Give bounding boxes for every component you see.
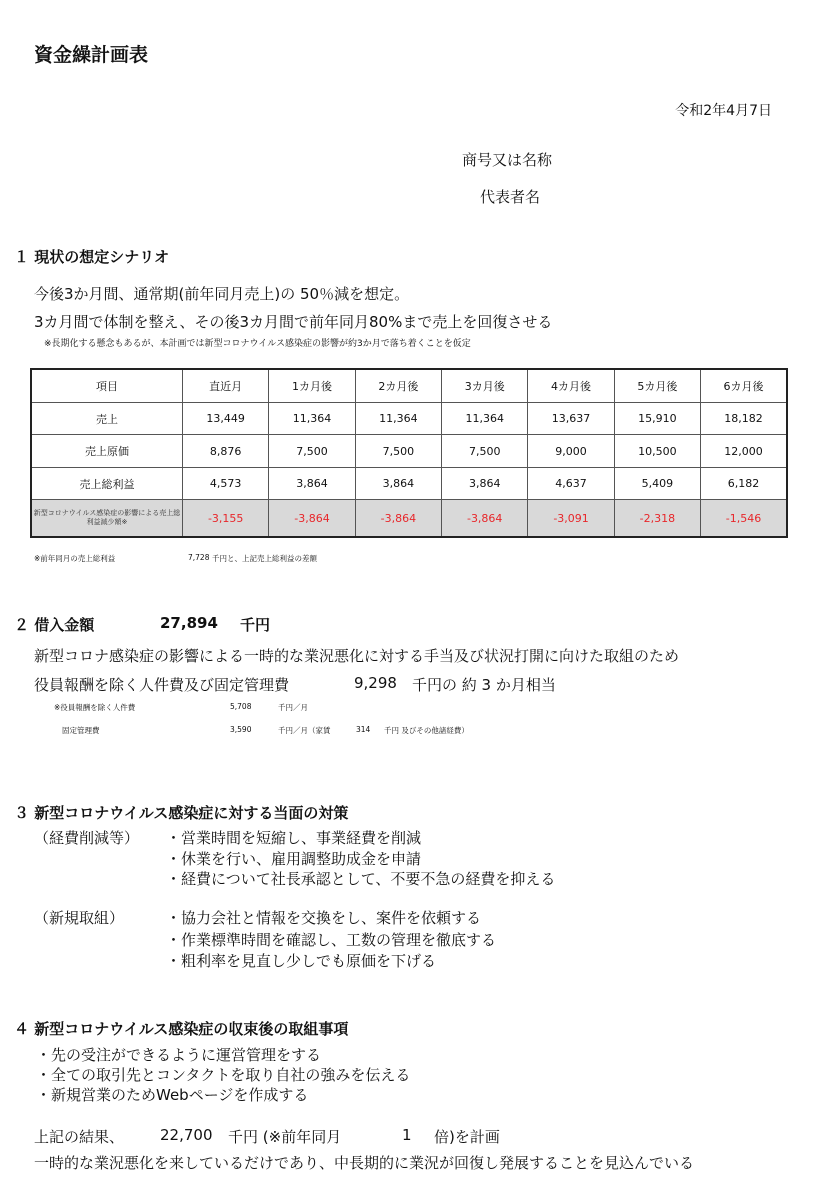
table-header-cell: 直近月 (183, 369, 269, 402)
section1-heading: １ 現状の想定シナリオ (14, 248, 170, 266)
table-cell: 15,910 (614, 402, 700, 434)
table-cell: -3,864 (355, 500, 441, 537)
section3-heading: ３ 新型コロナウイルス感染症に対する当面の対策 (14, 804, 349, 822)
row-label: 売上原価 (31, 435, 183, 467)
personnel-cost-value: 5,708 (230, 702, 252, 711)
table-cell: 10,500 (614, 435, 700, 467)
table-row (31, 500, 787, 537)
table-cell: 13,637 (528, 402, 614, 434)
new-initiatives-label: （新規取組） (34, 909, 125, 927)
table-header-cell: 4カ月後 (528, 369, 614, 402)
cost-reduction-label: （経費削減等） (34, 829, 140, 847)
table-cell: 5,409 (614, 467, 700, 499)
closing-statement: 一時的な業況悪化を来しているだけであり、中長期的に業況が回復し発展することを見込んでいる (34, 1154, 695, 1172)
fixed-cost-value: 3,590 (230, 725, 252, 734)
table-row (31, 402, 787, 434)
fixed-cost-label: 固定管理費 (62, 726, 100, 735)
table-cell: 3,864 (269, 467, 355, 499)
section2-heading: ２ 借入金額 (14, 616, 95, 634)
table-cell: 6,182 (701, 467, 787, 499)
table-cell: -2,318 (614, 500, 700, 537)
result-suffix: 倍)を計画 (434, 1128, 500, 1146)
cash-flow-table (30, 368, 788, 538)
list-item: ・営業時間を短縮し、事業経費を削減 (166, 829, 422, 847)
rent-value: 314 (356, 725, 371, 734)
table-cell: 3,864 (442, 467, 528, 499)
section2-line1: 新型コロナ感染症の影響による一時的な業況悪化に対する手当及び状況打開に向けた取組のため (34, 647, 680, 665)
section4-heading: ４ 新型コロナウイルス感染症の収束後の取組事項 (14, 1020, 349, 1038)
table-footnote-value: 7,728 (188, 553, 210, 562)
table-cell: 9,000 (528, 435, 614, 467)
table-footnote-suffix: 千円と、上記売上総利益の差額 (212, 554, 317, 563)
row-label: 新型コロナウイルス感染症の影響による売上総利益減少額※ (31, 500, 183, 537)
fixed-cost-unit: 千円／月（家賃 (278, 726, 331, 735)
personnel-cost-label: ※役員報酬を除く人件費 (54, 703, 136, 712)
table-cell: 11,364 (269, 402, 355, 434)
table-cell: -1,546 (701, 500, 787, 537)
row-label: 売上 (31, 402, 183, 434)
table-header-cell: 1カ月後 (269, 369, 355, 402)
section2-line2-label: 役員報酬を除く人件費及び固定管理費 (34, 676, 290, 694)
list-item: ・協力会社と情報を交換をし、案件を依頼する (166, 909, 482, 927)
section2-line2-value: 9,298 (354, 674, 397, 692)
table-cell: 4,573 (183, 467, 269, 499)
list-item: ・全ての取引先とコンタクトを取り自社の強みを伝える (36, 1066, 411, 1084)
table-cell: 4,637 (528, 467, 614, 499)
table-cell: -3,155 (183, 500, 269, 537)
table-header-cell: 2カ月後 (355, 369, 441, 402)
table-cell: 7,500 (442, 435, 528, 467)
list-item: ・新規営業のためWebページを作成する (36, 1086, 309, 1104)
table-cell: 11,364 (355, 402, 441, 434)
document-title: 資金繰計画表 (34, 44, 149, 66)
table-cell: -3,091 (528, 500, 614, 537)
document-date: 令和2年4月7日 (675, 103, 772, 119)
personnel-cost-unit: 千円／月 (278, 703, 308, 712)
company-name-label: 商号又は名称 (462, 151, 553, 169)
section1-line1: 今後3か月間、通常期(前年同月売上)の 50％減を想定。 (34, 285, 410, 303)
table-cell: -3,864 (442, 500, 528, 537)
section2-line2-suffix: 千円の 約 3 か月相当 (412, 676, 556, 694)
list-item: ・粗利率を見直し少しでも原価を下げる (166, 952, 437, 970)
table-cell: -3,864 (269, 500, 355, 537)
table-header-row (31, 369, 787, 402)
section1-note: ※長期化する懸念もあるが、本計画では新型コロナウイルス感染症の影響が約3か月で落ち着くことを仮定 (44, 339, 471, 349)
loan-amount: 27,894 (160, 614, 218, 632)
table-cell: 7,500 (355, 435, 441, 467)
table-cell: 13,449 (183, 402, 269, 434)
table-cell: 11,364 (442, 402, 528, 434)
table-header-cell: 項目 (31, 369, 183, 402)
fixed-cost-suffix: 千円 及びその他諸経費） (384, 726, 469, 735)
table-cell: 18,182 (701, 402, 787, 434)
table-cell: 8,876 (183, 435, 269, 467)
list-item: ・休業を行い、雇用調整助成金を申請 (166, 850, 422, 868)
table-header-cell: 3カ月後 (442, 369, 528, 402)
table-row (31, 435, 787, 467)
table-cell: 12,000 (701, 435, 787, 467)
section1-line2: 3カ月間で体制を整え、その後3カ月間で前年同月80%まで売上を回復させる (34, 313, 553, 331)
table-row (31, 467, 787, 499)
representative-name-label: 代表者名 (480, 188, 541, 206)
result-label: 上記の結果、 (34, 1128, 125, 1146)
table-footnote-label: ※前年同月の売上総利益 (34, 554, 116, 563)
table-header-cell: 6カ月後 (701, 369, 787, 402)
table-header-cell: 5カ月後 (614, 369, 700, 402)
table-cell: 3,864 (355, 467, 441, 499)
loan-unit: 千円 (240, 616, 271, 634)
result-mid: 千円 (※前年同月 (228, 1128, 342, 1146)
result-ratio: 1 (402, 1126, 412, 1144)
table-cell: 7,500 (269, 435, 355, 467)
result-value: 22,700 (160, 1126, 213, 1144)
row-label: 売上総利益 (31, 467, 183, 499)
list-item: ・作業標準時間を確認し、工数の管理を徹底する (166, 931, 497, 949)
list-item: ・経費について社長承認として、不要不急の経費を抑える (166, 870, 556, 888)
list-item: ・先の受注ができるように運営管理をする (36, 1046, 322, 1064)
